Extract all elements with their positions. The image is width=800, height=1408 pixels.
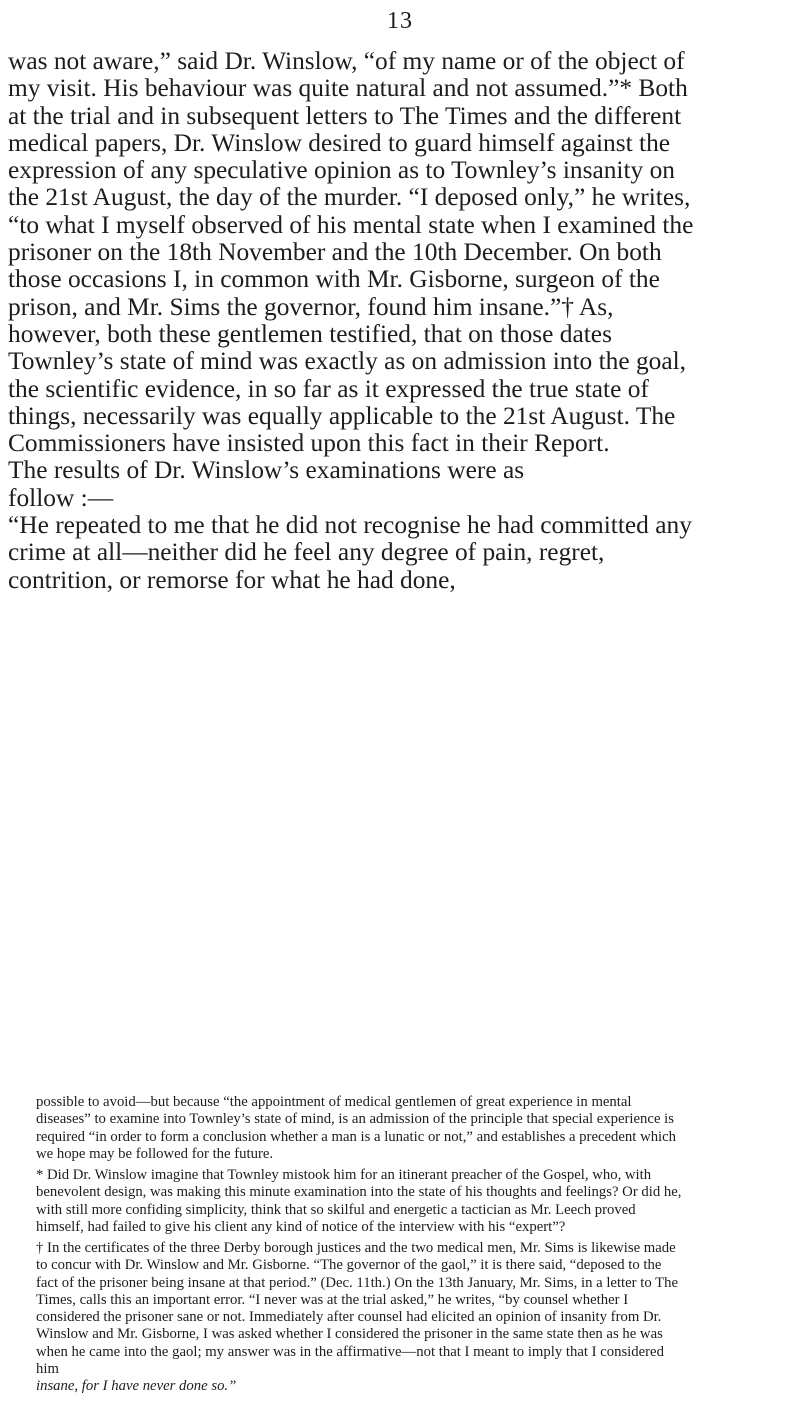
body-paragraph: was not aware,” said Dr. Winslow, “of my name or of the object of my visit. His behaviour was quite natural and not assumed.”* Both at the trial and in subsequent letters to The Times and the different medical papers, Dr. Winslow desired to guard himself against the expression of any speculative opinion as to Townley’s insanity on the 21st August, the day of the murder. “I deposed only,” he writes, “to what I myself observed of his mental state when I examined the prisoner on the 18th November and the 10th December. On both those occasions I, in common with Mr. Gisborne, surgeon of the prison, and Mr. Sims the governor, found him insane.”† As, however, both these gentlemen testified, that on those dates Townley’s state of mind was exactly as on admission into the goal, the scientific evidence, in so far as it expressed the true state of things, necessarily was equally applicable to the 21st August. The Commissioners have insisted upon this fact in their Report. (8, 47, 694, 458)
footnote-text: † In the certificates of the three Derby borough justices and the two medical men, Mr. Sims is likewise made to concur with Dr. Winslow and Mr. Gisborne. “The governor of the gaol,” it is there said, “deposed to the fact of the prisoner being insane at that period.” (Dec. 11th.) On the 13th January, Mr. Sims, in a letter to The Times, calls this an important error. “I never was at the trial asked,” he writes, “by counsel whether I considered the prisoner sane or not. Immediately after counsel had elicited an opinion of insanity from Dr. Winslow and Mr. Gisborne, I was asked whether I considered the prisoner in the same state then as he was when he came into the gaol; my answer was in the affirmative—not that I meant to imply that I considered him (36, 1240, 678, 1378)
quotation: “He repeated to me that he did not recognise he had committed any crime at all—neither did he feel any degree of pain, regret, contrition, or remorse for what he had done, (8, 511, 692, 594)
footnote-text: * Did Dr. Winslow imagine that Townley mistook him for an itinerant preacher of the Gospel, who, with benevolent design, was making this minute examination into the state of his thoughts and feelings? Or did he, with still more confiding simplicity, think that so skilful and energetic a tactician as Mr. Leech proved himself, had failed to give his client any kind of notice of the interview with his “expert”? (36, 1167, 682, 1235)
footnote-italic: insane, for I have never done so.” (36, 1378, 237, 1395)
footnote-text-end (36, 1378, 686, 1395)
page-number: 13 (387, 8, 413, 34)
follow-label: follow :— (8, 483, 114, 512)
body-paragraph: The results of Dr. Winslow’s examinations were as (8, 456, 525, 485)
footnote-text: possible to avoid—but because “the appointment of medical gentlemen of great experience in mental diseases” to examine into Townley’s state of mind, is an admission of the principle that special experience is required “in order to form a conclusion whether a man is a lunatic or not,” and establishes a precedent which we hope may be followed for the future. (36, 1094, 677, 1162)
footnote-dagger (36, 1240, 686, 1396)
footnote-star (36, 1167, 686, 1236)
main-text (8, 48, 698, 594)
footnote-continuation (36, 1094, 686, 1163)
